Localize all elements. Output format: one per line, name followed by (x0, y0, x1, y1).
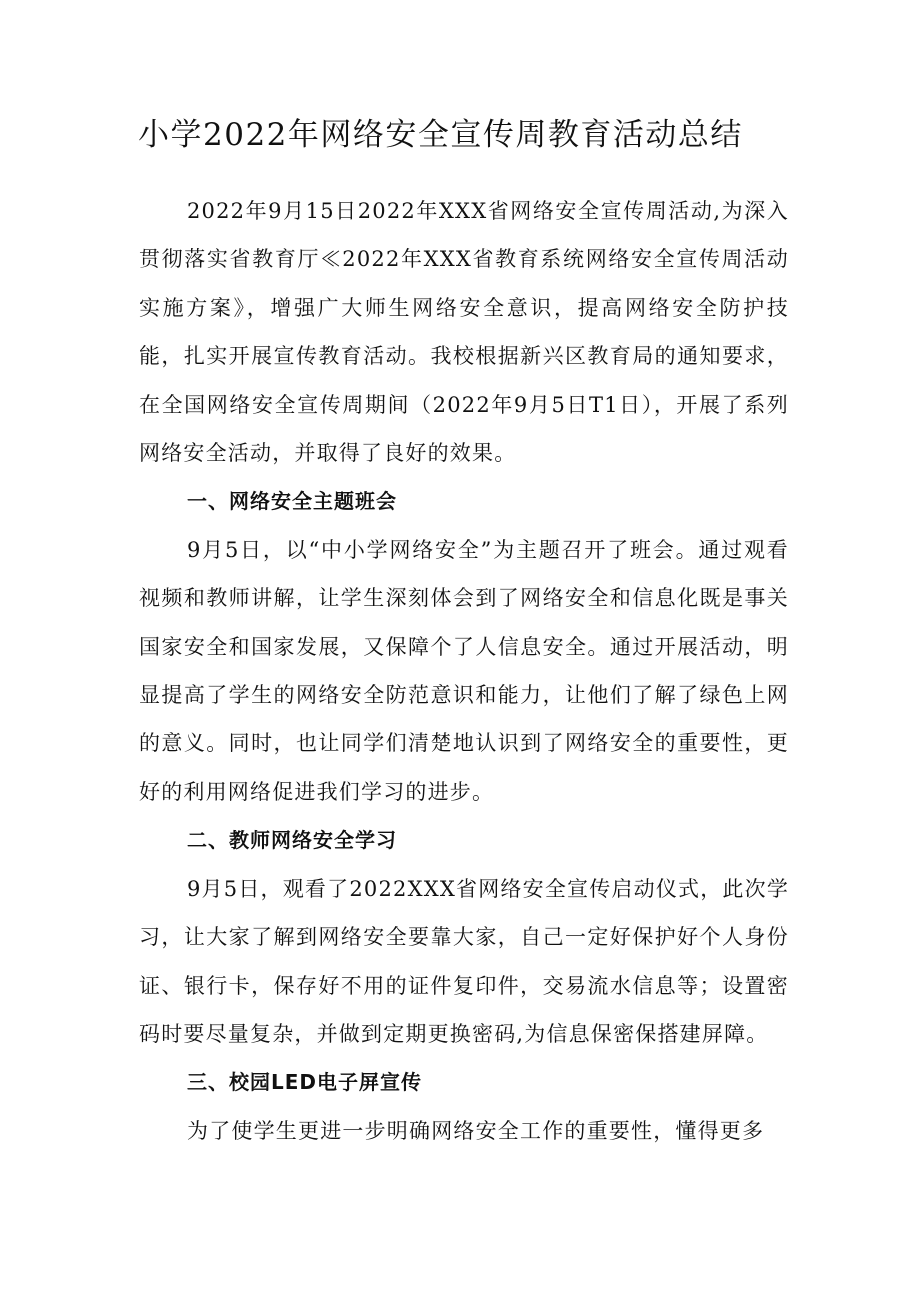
intro-paragraph: 2022年9月15日2022年XXX省网络安全宣传周活动,为深入贯彻落实省教育厅≪2022年XXX省教育系统网络安全宣传周活动实施方案》，增强广大师生网络安全意识，提高网络安全防护技能，扎实开展宣传教育活动。我校根据新兴区教育局的通知要求，在全国网络安全宣传周期间（2022年9月5日T1日），开展了系列网络安全活动，并取得了良好的效果。 (139, 199, 789, 466)
section-heading-class-meeting: 一、网络安全主题班会 (187, 489, 397, 514)
section-paragraph-class-meeting: 9月5日，以“中小学网络安全”为主题召开了班会。通过观看视频和教师讲解，让学生深刻体会到了网络安全和信息化既是事关国家安全和国家发展，又保障个了人信息安全。通过开展活动，明显提高了学生的网络安全防范意识和能力，让他们了解了绿色上网的意义。同时，也让同学们清楚地认识到了网络安全的重要性，更好的利用网络促进我们学习的进步。 (139, 537, 789, 804)
section-heading-led-screen: 三、校园LED电子屏宣传 (187, 1070, 423, 1095)
section-heading-teacher-study: 二、教师网络安全学习 (187, 828, 397, 853)
section-paragraph-teacher-study: 9月5日，观看了2022XXX省网络安全宣传启动仪式，此次学习，让大家了解到网络安全要靠大家，自己一定好保护好个人身份证、银行卡，保存好不用的证件复印件，交易流水信息等；设置密码时要尽量复杂，并做到定期更换密码,为信息保密保搭建屏障。 (139, 876, 790, 1046)
document-title: 小学2022年网络安全宣传周教育活动总结 (138, 117, 743, 153)
document-body (139, 187, 789, 1155)
section-paragraph-led-screen: 为了使学生更进一步明确网络安全工作的重要性，懂得更多 (187, 1118, 765, 1143)
